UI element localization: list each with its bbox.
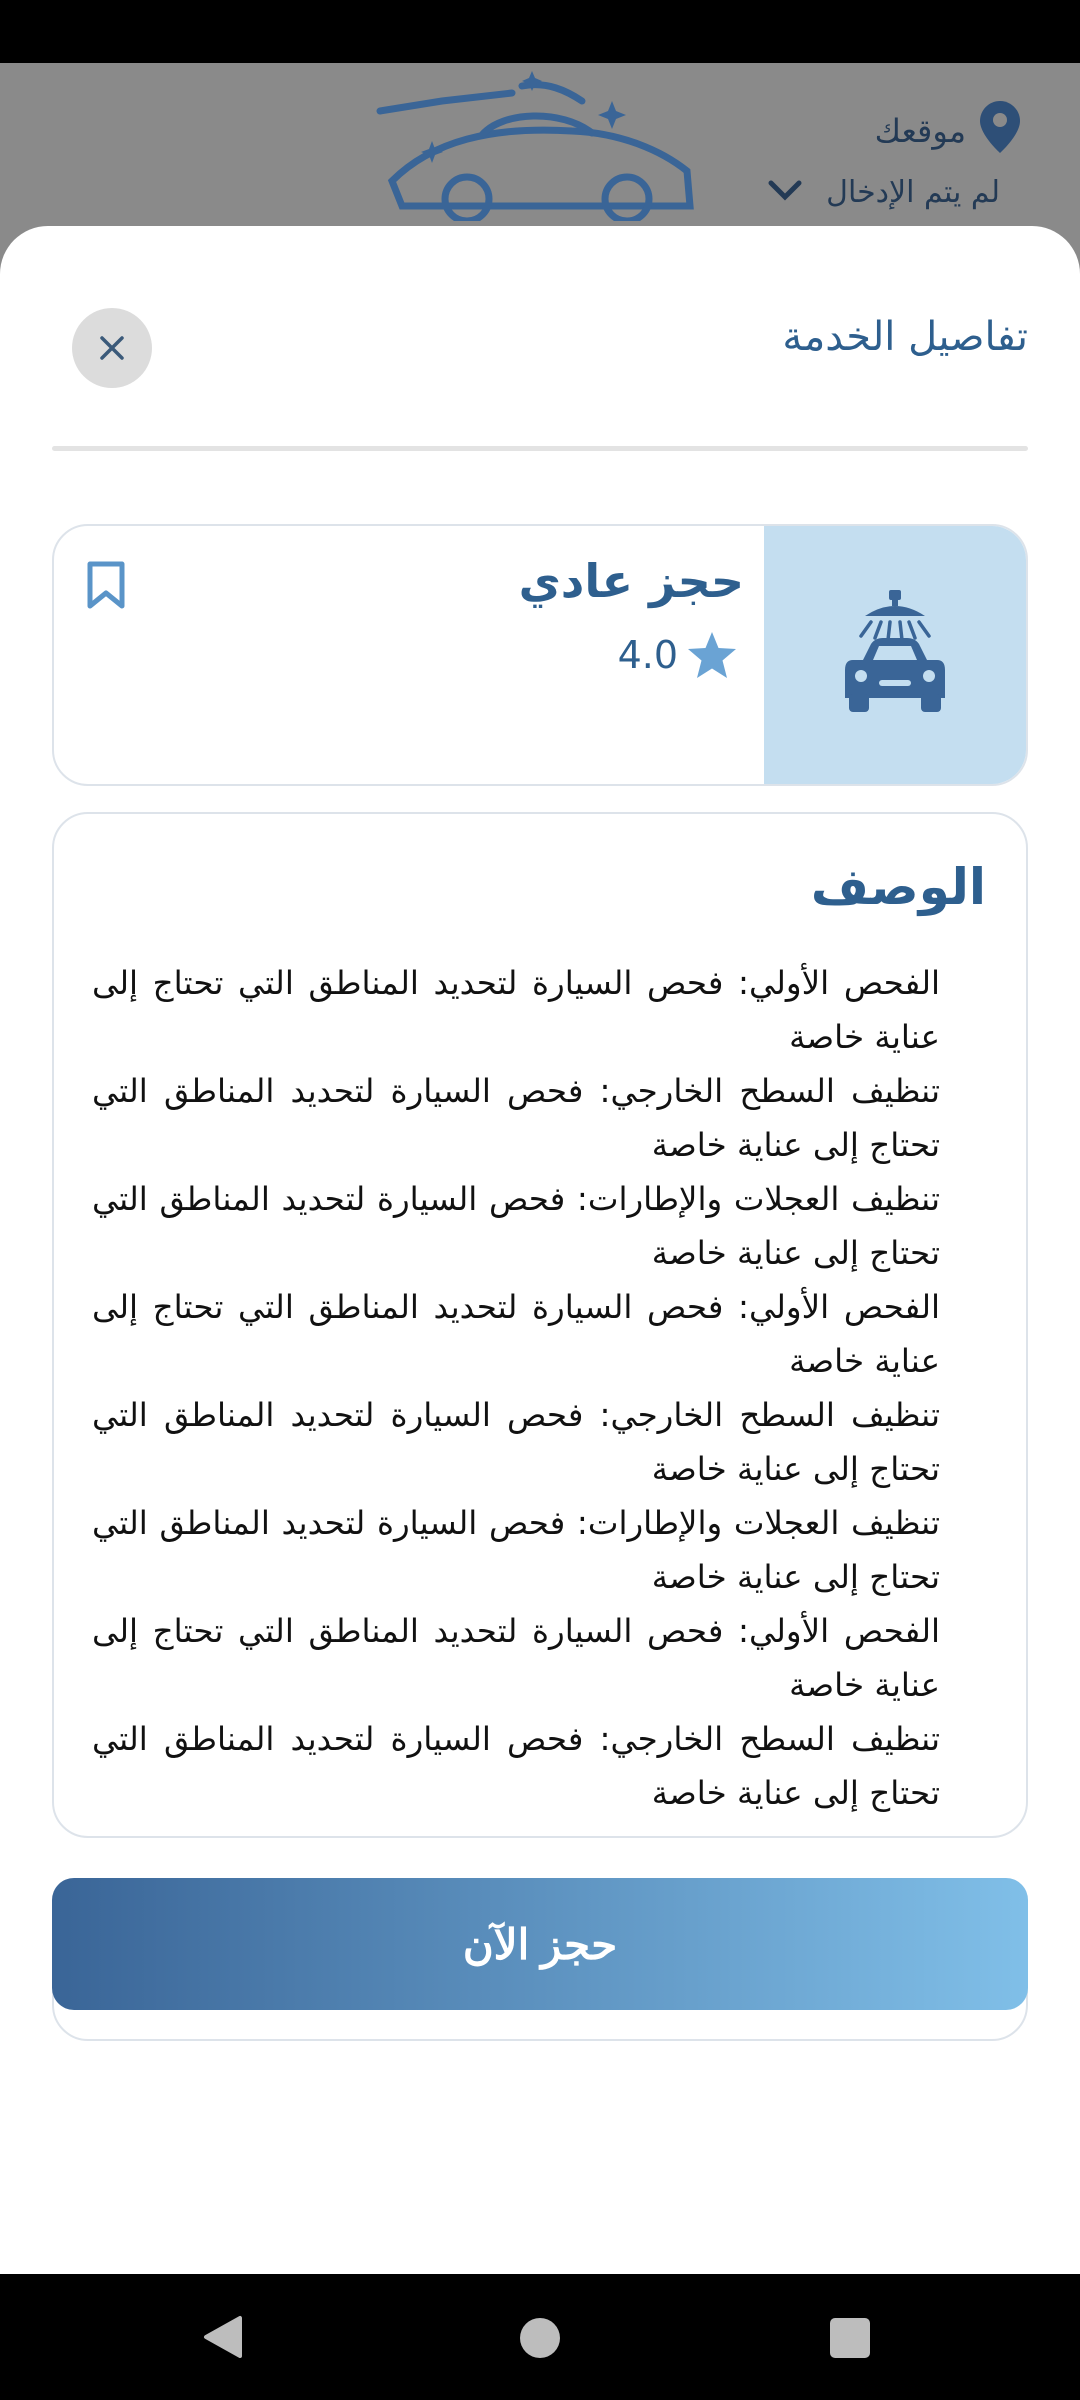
service-rating xyxy=(618,630,738,680)
car-wash-icon xyxy=(835,590,955,720)
description-card xyxy=(52,812,1028,1838)
description-line: تنظيف السطح الخارجي: فحص السيارة لتحديد المناطق التي تحتاج إلى عناية خاصة xyxy=(92,1720,940,1812)
star-icon xyxy=(686,630,738,680)
back-triangle-icon xyxy=(202,2314,244,2360)
divider xyxy=(52,446,1028,451)
status-bar xyxy=(0,0,1080,63)
close-icon xyxy=(98,334,126,362)
description-line: تنظيف العجلات والإطارات: فحص السيارة لتحديد المناطق التي تحتاج إلى عناية خاصة xyxy=(92,1180,940,1272)
service-name: حجز عادي xyxy=(518,554,744,608)
description-line: الفحص الأولي: فحص السيارة لتحديد المناطق التي تحتاج إلى عناية خاصة xyxy=(92,964,940,1056)
description-line: الفحص الأولي: فحص السيارة لتحديد المناطق التي تحتاج إلى عناية خاصة xyxy=(92,1612,940,1704)
book-now-button[interactable]: حجز الآن xyxy=(52,1878,1028,2010)
description-line: تنظيف السطح الخارجي: فحص السيارة لتحديد المناطق التي تحتاج إلى عناية خاصة xyxy=(92,1396,940,1488)
description-line: الفحص الأولي: فحص السيارة لتحديد المناطق التي تحتاج إلى عناية خاصة xyxy=(92,1288,940,1380)
nav-home-button[interactable] xyxy=(520,2318,560,2358)
close-button[interactable] xyxy=(72,308,152,388)
service-card[interactable] xyxy=(52,524,1028,786)
chevron-down-icon xyxy=(768,175,802,210)
location-label: موقعك xyxy=(874,112,966,150)
rating-value: 4.0 xyxy=(617,633,678,677)
location-pin-icon xyxy=(980,101,1020,161)
bookmark-button[interactable] xyxy=(86,560,126,614)
description-line: تنظيف العجلات والإطارات: فحص السيارة لتحديد المناطق التي تحتاج إلى عناية خاصة xyxy=(92,1504,940,1596)
location-row[interactable] xyxy=(875,101,1020,161)
description-line: تنظيف السطح الخارجي: فحص السيارة لتحديد المناطق التي تحتاج إلى عناية خاصة xyxy=(92,1072,940,1164)
system-nav-bar xyxy=(0,2274,1080,2400)
login-row[interactable] xyxy=(768,175,1000,210)
nav-back-button[interactable] xyxy=(202,2314,244,2364)
app-logo xyxy=(372,71,702,225)
service-thumbnail xyxy=(764,526,1026,784)
bookmark-icon xyxy=(86,560,126,610)
description-body xyxy=(92,956,940,1820)
login-label: لم يتم الإدخال xyxy=(826,175,1000,210)
sheet-title: تفاصيل الخدمة xyxy=(782,314,1028,360)
description-title: الوصف xyxy=(810,858,986,916)
nav-recents-button[interactable] xyxy=(830,2318,870,2358)
